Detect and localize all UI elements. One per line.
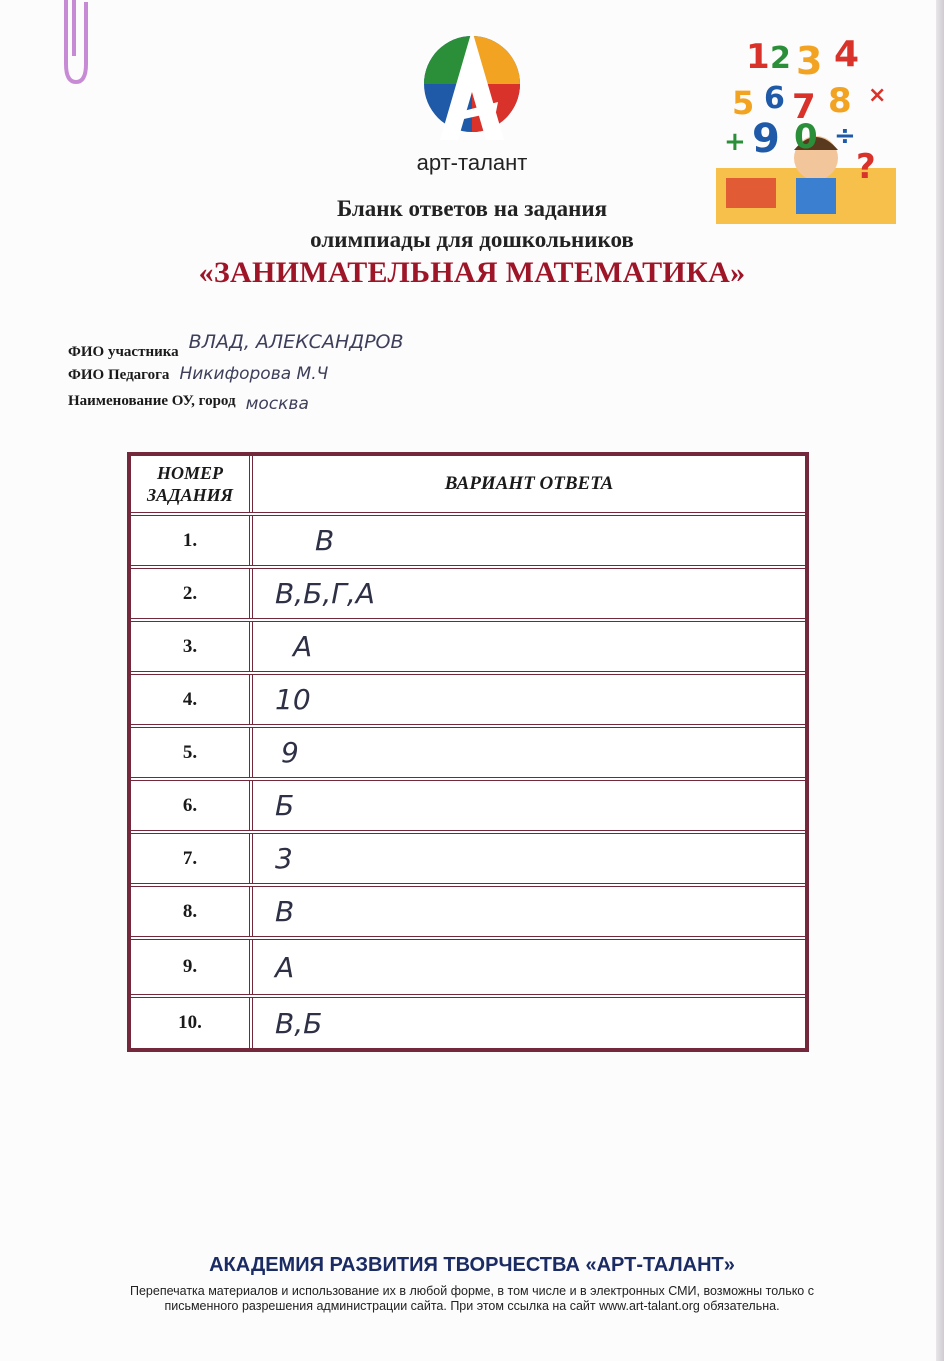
table-header-row [131,456,805,512]
answer-cell: В [275,895,295,928]
title-line-1: Бланк ответов на задания [336,196,608,221]
svg-text:÷: ÷ [834,121,856,151]
task-number: 8. [131,887,253,936]
column-header-task-number [131,456,253,512]
answer-cell: В,Б,Г,А [275,577,375,610]
participant-label: ФИО участника [68,344,179,360]
table-row [131,724,805,777]
column-header-line-2: ЗАДАНИЯ [146,485,234,505]
table-row [131,936,805,994]
svg-text:9: 9 [752,116,780,162]
task-number: 1. [131,516,253,565]
footer-note [92,1284,852,1314]
table-row [131,883,805,936]
task-number: 7. [131,834,253,883]
school-value: москва [245,394,309,414]
svg-text:1: 1 [746,37,770,77]
svg-text:+: + [724,127,746,157]
table-row [131,994,805,1048]
svg-text:3: 3 [796,39,823,83]
svg-text:8: 8 [828,81,852,121]
table-row [131,618,805,671]
svg-text:5: 5 [732,84,755,122]
answer-cell: В,Б [275,1006,323,1040]
task-number: 4. [131,675,253,724]
svg-text:2: 2 [770,41,791,76]
task-number: 3. [131,622,253,671]
footer-title: АКАДЕМИЯ РАЗВИТИЯ ТВОРЧЕСТВА «АРТ-ТАЛАНТ» [209,1254,735,1276]
svg-text:?: ? [856,147,876,187]
school-label: Наименование ОУ, город [68,393,236,409]
answer-cell: В [315,524,335,557]
answer-cell: Б [275,789,295,822]
participant-field [68,331,404,361]
title-line-2: олимпиады для дошкольников [310,227,634,252]
svg-text:0: 0 [794,117,818,157]
task-number: 10. [131,998,253,1048]
paperclip-icon [52,0,92,90]
answers-table [127,452,809,1052]
svg-text:4: 4 [834,34,860,75]
column-header-answer: ВАРИАНТ ОТВЕТА [444,473,614,494]
answer-cell: А [275,950,295,984]
svg-text:×: × [868,83,887,108]
answer-cell: 10 [275,683,311,716]
brand-name: арт-талант [416,150,528,175]
answer-cell: 3 [275,842,293,875]
svg-text:6: 6 [764,81,785,116]
task-number: 5. [131,728,253,777]
task-number: 2. [131,569,253,618]
teacher-field [68,364,328,384]
table-row [131,830,805,883]
table-row [131,565,805,618]
task-number: 9. [131,940,253,994]
olympiad-title: «ЗАНИМАТЕЛЬНАЯ МАТЕМАТИКА» [198,256,746,289]
table-row [131,512,805,565]
column-header-line-1: НОМЕР [156,463,223,483]
school-field [68,390,309,414]
answer-cell: 9 [281,736,299,769]
task-number: 6. [131,781,253,830]
table-row [131,671,805,724]
footer-note-line-1: Перепечатка материалов и использование их в любой форме, в том числе и в электронных СМИ, возможны только с [129,1284,814,1298]
teacher-label: ФИО Педагога [68,367,170,383]
teacher-value: Никифорова М.Ч [179,364,329,384]
footer-note-line-2: письменного разрешения администрации сайта. При этом ссылка на сайт www.art-talant.org обязательна. [164,1299,780,1313]
participant-value: ВЛАД, АЛЕКСАНДРОВ [188,331,404,353]
svg-text:7: 7 [792,87,816,127]
table-row [131,777,805,830]
answer-cell: А [293,630,313,663]
